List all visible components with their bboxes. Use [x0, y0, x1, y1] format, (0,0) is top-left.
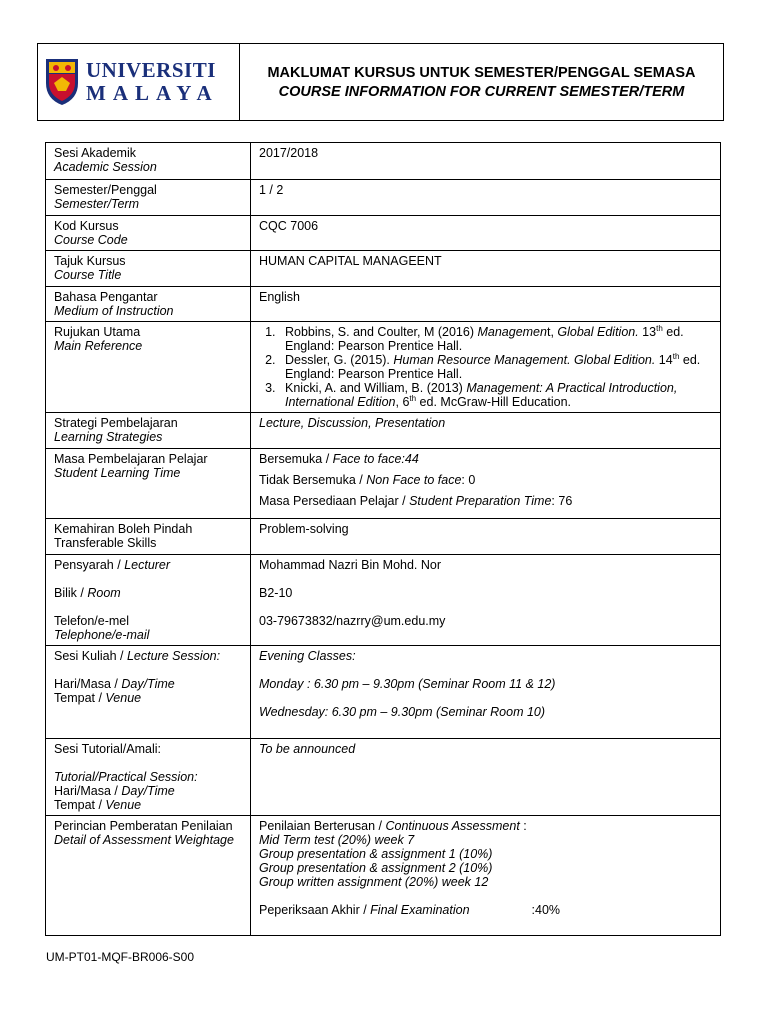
day-time-label: Hari/Masa / Day/Time	[54, 677, 175, 691]
row-medium	[46, 287, 721, 322]
label-ms: Bahasa Pengantar	[54, 290, 158, 304]
label-ms: Kod Kursus	[54, 219, 119, 233]
value: 1 / 2	[251, 180, 721, 216]
reference-item: 3. Knicki, A. and William, B. (2013) Management: A Practical Introduction, International Edition, 6th ed. McGraw-Hill Education.	[279, 381, 714, 409]
label-ms: Strategi Pembelajaran	[54, 416, 178, 430]
row-transferable-skills	[46, 519, 721, 555]
value: HUMAN CAPITAL MANAGEENT	[251, 251, 721, 287]
crest-icon	[44, 57, 80, 107]
tutorial-label-en: Tutorial/Practical Session:	[54, 770, 198, 784]
assessment-item: Group presentation & assignment 2 (10%)	[259, 861, 493, 875]
university-logo	[38, 44, 240, 120]
label-ms: Tajuk Kursus	[54, 254, 126, 268]
lecturer-label: Pensyarah / Lecturer	[54, 558, 171, 572]
face-to-face: Bersemuka / Face to face:44	[259, 452, 419, 466]
venue-label: Tempat / Venue	[54, 798, 142, 812]
day-time-label: Hari/Masa / Day/Time	[54, 784, 175, 798]
title-english: COURSE INFORMATION FOR CURRENT SEMESTER/TERM	[278, 83, 685, 100]
evening-classes: Evening Classes:	[259, 649, 356, 663]
value: Lecture, Discussion, Presentation	[251, 413, 721, 449]
label-en: Transferable Skills	[54, 536, 157, 550]
form-code: UM-PT01-MQF-BR006-S00	[46, 950, 195, 964]
label-ms: Sesi Akademik	[54, 146, 136, 160]
telephone-label-ms: Telefon/e-mel	[54, 614, 130, 628]
label-en: Course Title	[54, 268, 122, 282]
label-en: Academic Session	[54, 160, 157, 174]
label-en: Main Reference	[54, 339, 143, 353]
logo-line2: MALAYA	[86, 81, 219, 105]
row-lecturer	[46, 555, 721, 646]
lecturer-name: Mohammad Nazri Bin Mohd. Nor	[259, 558, 442, 572]
title-malay: MAKLUMAT KURSUS UNTUK SEMESTER/PENGGAL SEMASA	[267, 64, 696, 81]
reference-item: 1. Robbins, S. and Coulter, M (2016) Management, Global Edition. 13th ed. England: Pearson Prentice Hall.	[279, 325, 714, 353]
assessment-item: Group presentation & assignment 1 (10%)	[259, 847, 493, 861]
label-en: Course Code	[54, 233, 128, 247]
row-main-reference	[46, 322, 721, 413]
label-en: Detail of Assessment Weightage	[54, 833, 234, 847]
document-header	[37, 43, 724, 121]
venue-label: Tempat / Venue	[54, 691, 142, 705]
value: 2017/2018	[251, 143, 721, 180]
row-tutorial-session	[46, 739, 721, 816]
row-session	[46, 143, 721, 180]
row-student-learning-time	[46, 449, 721, 519]
non-face-to-face: Tidak Bersemuka / Non Face to face: 0	[259, 473, 476, 487]
final-examination: Peperiksaan Akhir / Final Examination :40%	[259, 903, 561, 917]
row-lecture-session	[46, 646, 721, 739]
preparation-time: Masa Persediaan Pelajar / Student Preparation Time: 76	[259, 494, 573, 508]
value: CQC 7006	[251, 216, 721, 251]
monday-schedule: Monday : 6.30 pm – 9.30pm (Seminar Room 11 & 12)	[259, 677, 556, 691]
row-course-title	[46, 251, 721, 287]
reference-item: 2. Dessler, G. (2015). Human Resource Management. Global Edition. 14th ed. England: Pearson Prentice Hall.	[279, 353, 714, 381]
label-en: Learning Strategies	[54, 430, 163, 444]
lecture-session-label: Sesi Kuliah / Lecture Session:	[54, 649, 221, 663]
label-ms: Semester/Penggal	[54, 183, 157, 197]
label-en: Medium of Instruction	[54, 304, 174, 318]
reference-list	[259, 325, 714, 409]
room-label: Bilik / Room	[54, 586, 121, 600]
label-ms: Kemahiran Boleh Pindah	[54, 522, 193, 536]
wednesday-schedule: Wednesday: 6.30 pm – 9.30pm (Seminar Room 10)	[259, 705, 546, 719]
row-semester	[46, 180, 721, 216]
telephone-label-en: Telephone/e-mail	[54, 628, 150, 642]
row-course-code	[46, 216, 721, 251]
label-ms: Masa Pembelajaran Pelajar	[54, 452, 208, 466]
label-en: Student Learning Time	[54, 466, 181, 480]
room-value: B2-10	[259, 586, 293, 600]
continuous-assessment: Penilaian Berterusan / Continuous Assessment :	[259, 819, 527, 833]
value: Problem-solving	[251, 519, 721, 555]
row-assessment	[46, 816, 721, 936]
assessment-item: Group written assignment (20%) week 12	[259, 875, 489, 889]
tutorial-value: To be announced	[251, 739, 721, 816]
label-en: Semester/Term	[54, 197, 139, 211]
assessment-item: Mid Term test (20%) week 7	[259, 833, 415, 847]
value: English	[251, 287, 721, 322]
course-info-table	[45, 142, 721, 936]
row-learning-strategies	[46, 413, 721, 449]
logo-line1: UNIVERSITI	[86, 58, 216, 82]
label-ms: Rujukan Utama	[54, 325, 141, 339]
tutorial-label-ms: Sesi Tutorial/Amali:	[54, 742, 161, 756]
contact-value: 03-79673832/nazrry@um.edu.my	[259, 614, 446, 628]
label-ms: Perincian Pemberatan Penilaian	[54, 819, 233, 833]
